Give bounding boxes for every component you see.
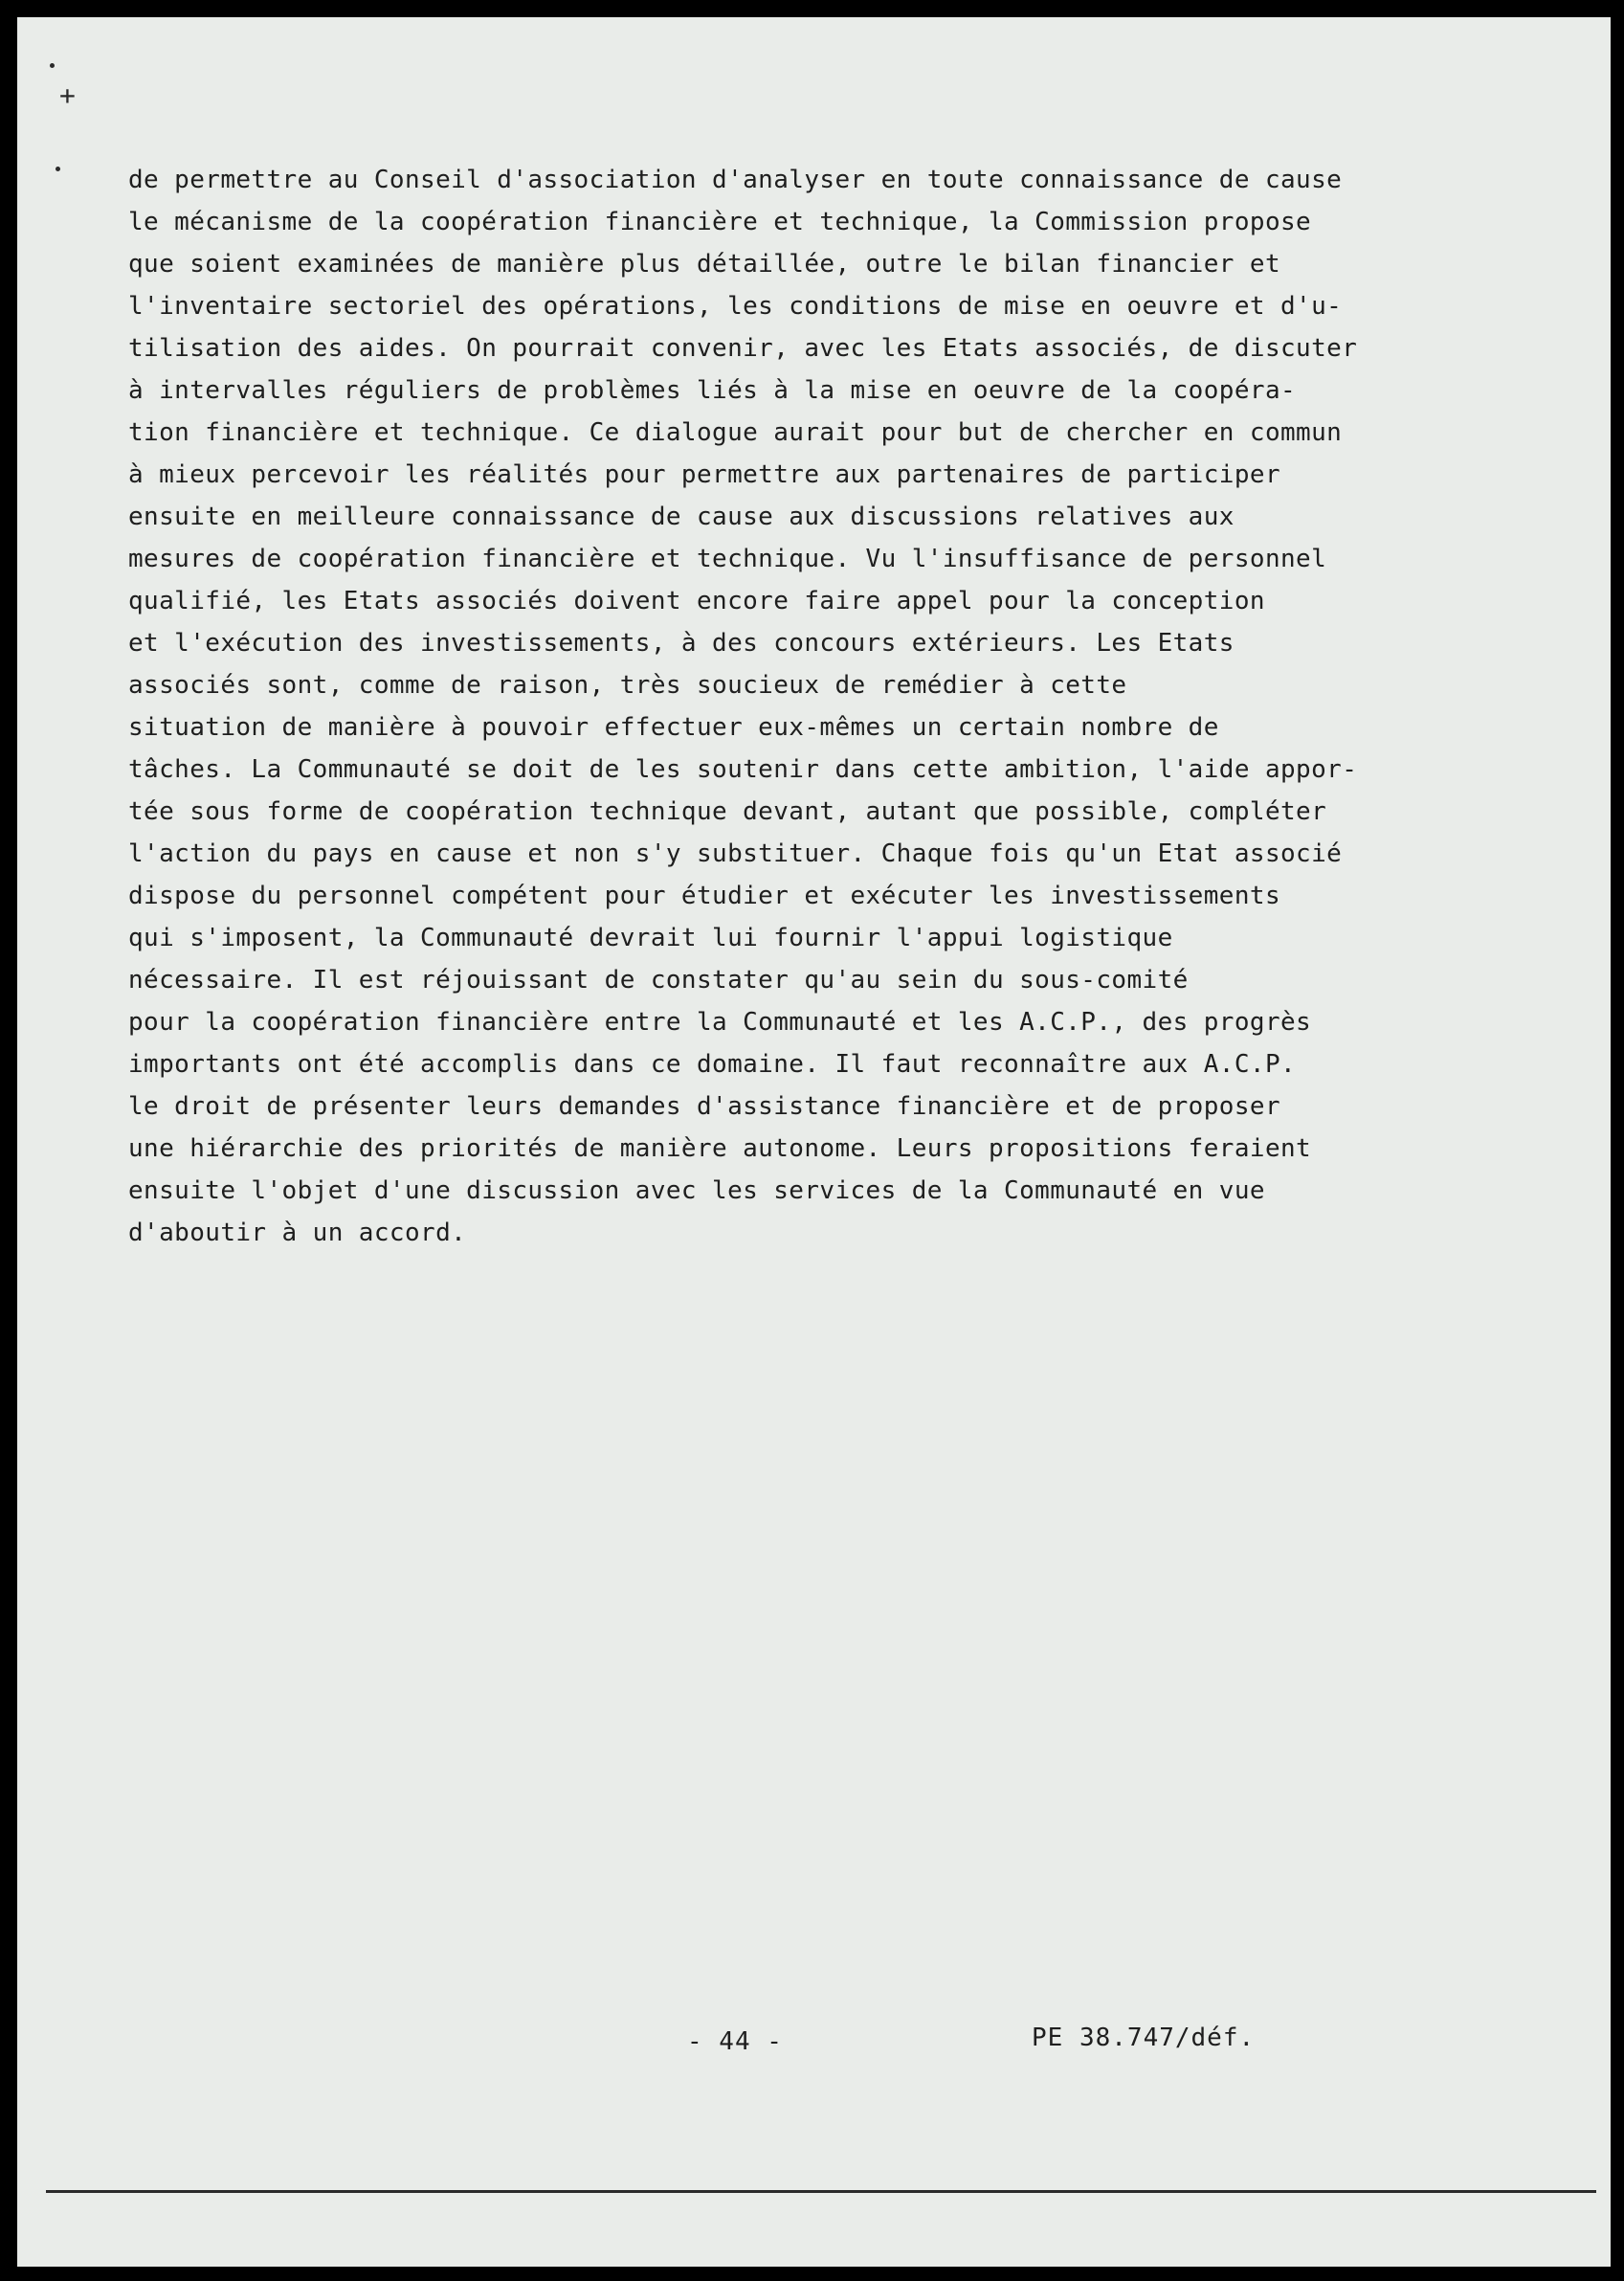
text-line: que soient examinées de manière plus détaillée, outre le bilan financier et: [128, 250, 1280, 279]
margin-dot: [50, 63, 55, 68]
text-line: tilisation des aides. On pourrait convenir, avec les Etats associés, de discuter: [128, 334, 1358, 363]
body-paragraph: [128, 159, 1420, 1254]
text-line: qualifié, les Etats associés doivent encore faire appel pour la conception: [128, 587, 1265, 615]
text-line: associés sont, comme de raison, très soucieux de remédier à cette: [128, 671, 1127, 700]
page-number: - 44 -: [687, 2027, 783, 2056]
text-line: une hiérarchie des priorités de manière autonome. Leurs propositions feraient: [128, 1134, 1312, 1163]
text-line: à mieux percevoir les réalités pour permettre aux partenaires de participer: [128, 460, 1280, 489]
text-line: d'aboutir à un accord.: [128, 1219, 467, 1247]
text-line: tâches. La Communauté se doit de les soutenir dans cette ambition, l'aide appor-: [128, 755, 1358, 784]
text-line: tée sous forme de coopération technique devant, autant que possible, compléter: [128, 797, 1327, 826]
text-line: pour la coopération financière entre la Communauté et les A.C.P., des progrès: [128, 1008, 1312, 1037]
text-line: l'inventaire sectoriel des opérations, les conditions de mise en oeuvre et d'u-: [128, 292, 1343, 321]
text-line: l'action du pays en cause et non s'y substituer. Chaque fois qu'un Etat associé: [128, 839, 1343, 868]
text-line: à intervalles réguliers de problèmes liés à la mise en oeuvre de la coopéra-: [128, 376, 1297, 405]
text-line: importants ont été accomplis dans ce domaine. Il faut reconnaître aux A.C.P.: [128, 1050, 1297, 1079]
text-line: ensuite en meilleure connaissance de cause aux discussions relatives aux: [128, 503, 1235, 531]
text-line: mesures de coopération financière et technique. Vu l'insuffisance de personnel: [128, 545, 1327, 573]
text-line: situation de manière à pouvoir effectuer eux-mêmes un certain nombre de: [128, 713, 1219, 742]
text-line: et l'exécution des investissements, à des concours extérieurs. Les Etats: [128, 629, 1235, 658]
document-reference: PE 38.747/déf.: [1032, 2024, 1256, 2052]
text-line: de permettre au Conseil d'association d'analyser en toute connaissance de cause: [128, 166, 1343, 194]
punch-mark: +: [59, 79, 76, 111]
text-line: nécessaire. Il est réjouissant de constater qu'au sein du sous-comité: [128, 966, 1189, 995]
margin-dot: [56, 167, 60, 171]
bottom-rule: [46, 2190, 1596, 2193]
text-line: tion financière et technique. Ce dialogue aurait pour but de chercher en commun: [128, 418, 1343, 447]
document-page: [17, 17, 1611, 2267]
text-line: qui s'imposent, la Communauté devrait lui fournir l'appui logistique: [128, 924, 1173, 952]
text-line: ensuite l'objet d'une discussion avec les services de la Communauté en vue: [128, 1176, 1265, 1205]
text-line: le mécanisme de la coopération financière et technique, la Commission propose: [128, 208, 1312, 236]
text-line: dispose du personnel compétent pour étudier et exécuter les investissements: [128, 882, 1280, 910]
text-line: le droit de présenter leurs demandes d'assistance financière et de proposer: [128, 1092, 1280, 1121]
